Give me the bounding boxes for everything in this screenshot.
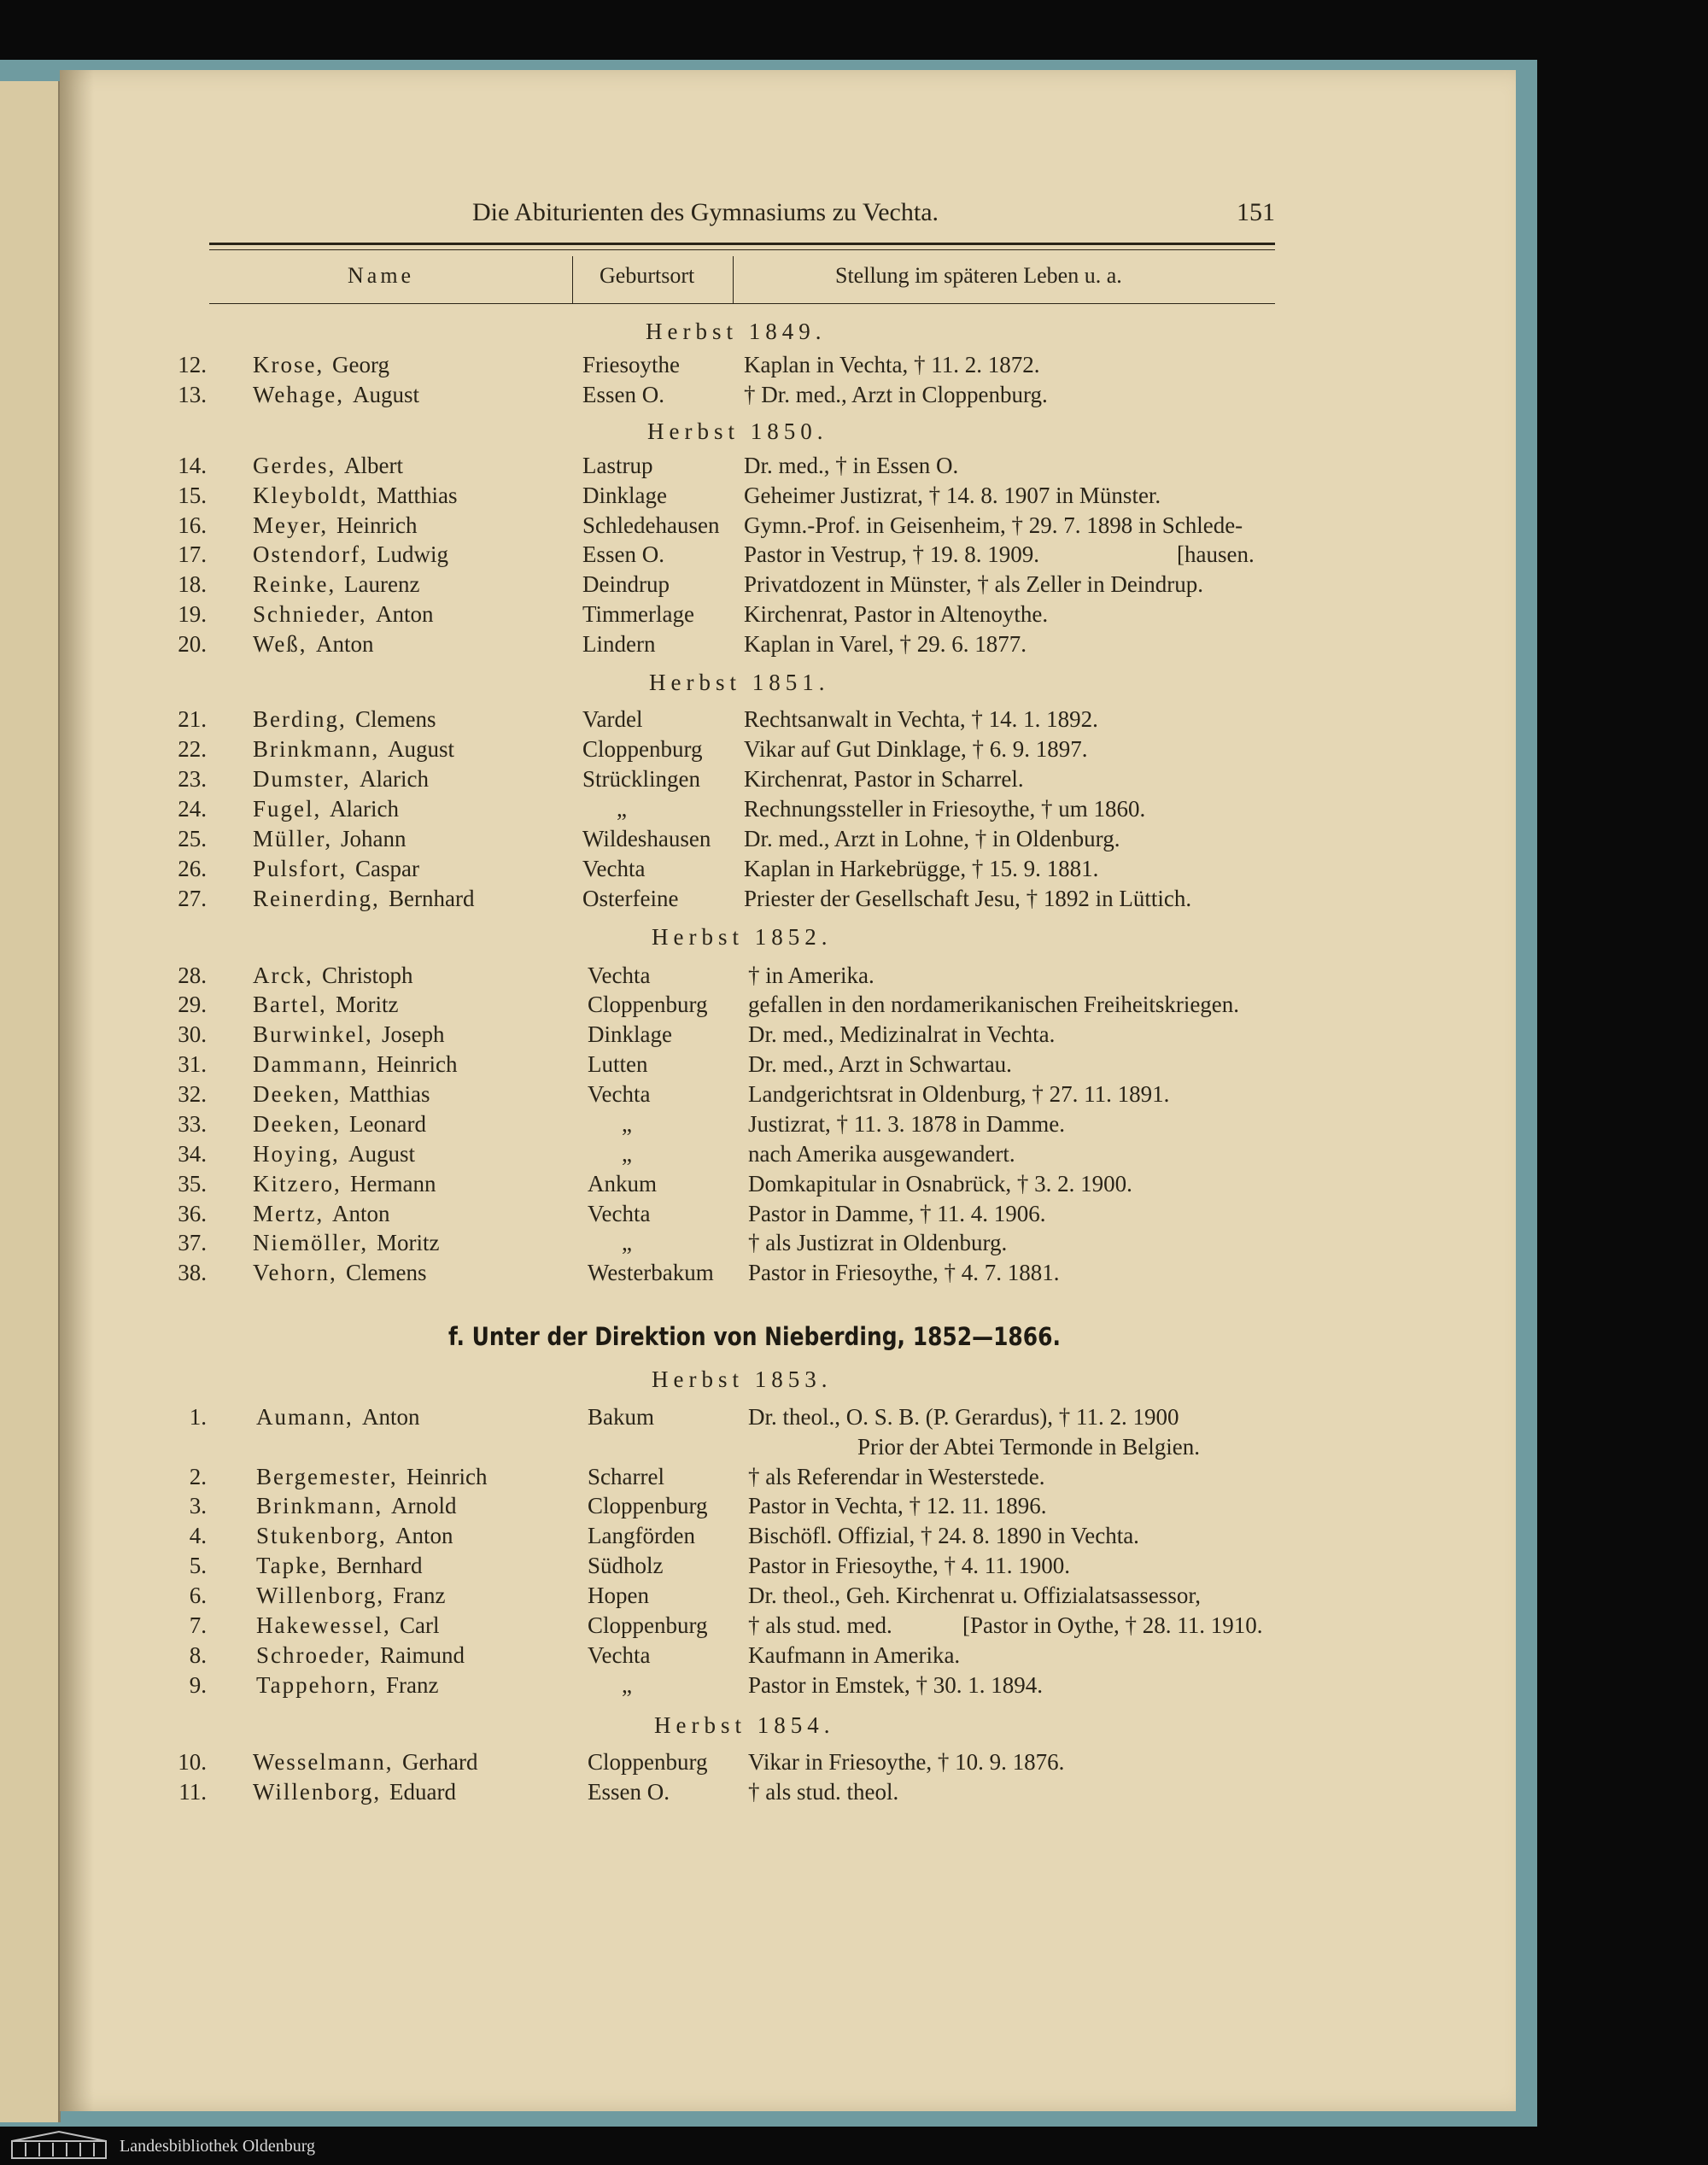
entry-number: 27.	[178, 886, 207, 911]
entry-birthplace: Timmerlage	[582, 601, 694, 627]
register-entry	[0, 706, 1537, 735]
entry-birthplace: Westerbakum	[588, 1260, 714, 1285]
entry-surname: Vehorn,	[253, 1260, 337, 1285]
entry-given-name: Franz	[393, 1583, 446, 1608]
entry-birthplace: Friesoythe	[582, 352, 680, 377]
entry-surname: Deeken,	[253, 1081, 342, 1107]
entry-given-name: Carl	[400, 1612, 440, 1638]
entry-given-name: Anton	[316, 631, 374, 657]
entry-surname: Brinkmann,	[253, 736, 380, 762]
column-divider-1	[572, 256, 573, 303]
entry-birthplace: Essen O.	[588, 1779, 670, 1805]
entry-given-name: August	[388, 736, 455, 762]
entry-number: 2.	[189, 1464, 207, 1489]
register-entry	[0, 736, 1537, 765]
season-heading: Herbst 1852.	[652, 924, 833, 950]
season-heading: Herbst 1851.	[649, 670, 830, 695]
entry-birthplace: „	[622, 1141, 632, 1167]
column-divider-2	[733, 256, 734, 303]
entry-number: 17.	[178, 541, 207, 567]
entry-given-name: Anton	[395, 1523, 453, 1548]
entry-given-name: August	[348, 1141, 416, 1167]
register-entry	[0, 796, 1537, 825]
entry-given-name: Gerhard	[402, 1749, 478, 1775]
entry-given-name: Christoph	[322, 963, 413, 988]
entry-birthplace: Osterfeine	[582, 886, 679, 911]
register-entry	[0, 601, 1537, 630]
entry-birthplace: Cloppenburg	[588, 992, 708, 1017]
entry-number: 28.	[178, 963, 207, 988]
entry-birthplace: Hopen	[588, 1583, 649, 1608]
entry-position: † als Justizrat in Oldenburg.	[748, 1230, 1008, 1255]
entry-given-name: Matthias	[349, 1081, 430, 1107]
entry-birthplace: Wildeshausen	[582, 826, 711, 851]
entry-surname: Arck,	[253, 963, 313, 988]
entry-given-name: Alarich	[330, 796, 399, 822]
library-name: Landesbibliothek Oldenburg	[120, 2137, 316, 2156]
column-header-name: Name	[348, 263, 415, 288]
entry-given-name: Alarich	[360, 766, 429, 792]
entry-number: 25.	[178, 826, 207, 851]
entry-birthplace: Vechta	[588, 1081, 651, 1107]
entry-number: 6.	[189, 1583, 207, 1608]
entry-surname: Pulsfort,	[253, 856, 348, 881]
entry-birthplace: Essen O.	[582, 382, 664, 407]
register-entry	[0, 1051, 1537, 1080]
entry-surname: Willenborg,	[253, 1779, 382, 1805]
entry-number: 3.	[189, 1493, 207, 1518]
season-heading: Herbst 1853.	[652, 1366, 833, 1392]
entry-surname: Willenborg,	[256, 1583, 385, 1608]
entry-birthplace: Cloppenburg	[588, 1612, 708, 1638]
register-entry	[0, 1230, 1537, 1259]
entry-position: † als stud. theol.	[748, 1779, 899, 1805]
register-entry	[0, 1749, 1537, 1778]
entry-birthplace: Dinklage	[582, 483, 667, 508]
entry-birthplace: Deindrup	[582, 571, 670, 597]
column-header-position: Stellung im späteren Leben u. a.	[835, 263, 1122, 288]
register-entry	[0, 483, 1537, 512]
entry-given-name: Heinrich	[377, 1051, 458, 1077]
register-entry	[0, 631, 1537, 660]
library-building-icon	[9, 2129, 109, 2162]
register-entry	[0, 1583, 1537, 1612]
entry-surname: Dammann,	[253, 1051, 369, 1077]
entry-birthplace: „	[622, 1111, 632, 1137]
entry-position: Kaplan in Harkebrügge, † 15. 9. 1881.	[744, 856, 1099, 881]
entry-birthplace: Dinklage	[588, 1021, 672, 1047]
entry-given-name: Eduard	[389, 1779, 456, 1805]
register-entry	[0, 1260, 1537, 1289]
entry-surname: Bergemester,	[256, 1464, 398, 1489]
entry-number: 16.	[178, 512, 207, 538]
entry-position: nach Amerika ausgewandert.	[748, 1141, 1015, 1167]
entry-number: 20.	[178, 631, 207, 657]
register-entry	[0, 571, 1537, 600]
entry-birthplace: Bakum	[588, 1404, 654, 1430]
entry-position-continuation: Prior der Abtei Termonde in Belgien.	[857, 1434, 1201, 1460]
entry-number: 19.	[178, 601, 207, 627]
entry-surname: Ostendorf,	[253, 541, 368, 567]
entry-surname: Schnieder,	[253, 601, 367, 627]
entry-birthplace: Lutten	[588, 1051, 648, 1077]
entry-given-name: Hermann	[350, 1171, 436, 1197]
entry-birthplace: Ankum	[588, 1171, 657, 1197]
entry-given-name: Anton	[362, 1404, 420, 1430]
entry-number: 37.	[178, 1230, 207, 1255]
entry-given-name: Leonard	[349, 1111, 426, 1137]
entry-birthplace: „	[622, 1230, 632, 1255]
entry-given-name: Anton	[332, 1201, 390, 1226]
entry-surname: Bartel,	[253, 992, 327, 1017]
entry-given-name: Laurenz	[344, 571, 420, 597]
entry-surname: Burwinkel,	[253, 1021, 373, 1047]
entry-position: Dr. theol., O. S. B. (P. Gerardus), † 11. 2. 1900	[748, 1404, 1179, 1430]
header-double-rule-bottom	[209, 249, 1275, 250]
register-entry	[0, 352, 1537, 381]
entry-number: 4.	[189, 1523, 207, 1548]
entry-position: Gymn.-Prof. in Geisenheim, † 29. 7. 1898 in Schlede-	[744, 512, 1243, 538]
register-entry	[0, 1464, 1537, 1493]
entry-birthplace: Vechta	[588, 1642, 651, 1668]
entry-birthplace: Cloppenburg	[582, 736, 703, 762]
entry-birthplace: Vechta	[582, 856, 646, 881]
entry-number: 8.	[189, 1642, 207, 1668]
entry-birthplace: „	[617, 796, 627, 822]
entry-position-continuation: [Pastor in Oythe, † 28. 11. 1910.	[962, 1612, 1263, 1638]
entry-position: Pastor in Friesoythe, † 4. 11. 1900.	[748, 1553, 1070, 1578]
entry-given-name: Moritz	[336, 992, 399, 1017]
entry-surname: Hoying,	[253, 1141, 340, 1167]
entry-surname: Wehage,	[253, 382, 345, 407]
entry-number: 14.	[178, 453, 207, 478]
entry-birthplace: Essen O.	[582, 541, 664, 567]
entry-birthplace: „	[622, 1672, 632, 1698]
entry-number: 21.	[178, 706, 207, 732]
entry-given-name: Clemens	[346, 1260, 427, 1285]
entry-position: Kirchenrat, Pastor in Scharrel.	[744, 766, 1024, 792]
entry-given-name: Caspar	[355, 856, 419, 881]
entry-birthplace: Scharrel	[588, 1464, 664, 1489]
register-entry	[0, 1111, 1537, 1140]
entry-position: Dr. med., Arzt in Schwartau.	[748, 1051, 1012, 1077]
entry-position: Landgerichtsrat in Oldenburg, † 27. 11. 1891.	[748, 1081, 1170, 1107]
entry-position: Kaplan in Vechta, † 11. 2. 1872.	[744, 352, 1040, 377]
entry-birthplace: Strücklingen	[582, 766, 700, 792]
entry-birthplace: Lindern	[582, 631, 656, 657]
register-entry	[0, 512, 1537, 541]
entry-given-name: Heinrich	[336, 512, 418, 538]
entry-number: 29.	[178, 992, 207, 1017]
register-entry	[0, 1081, 1537, 1110]
entry-birthplace: Vechta	[588, 1201, 651, 1226]
entry-number: 36.	[178, 1201, 207, 1226]
entry-number: 1.	[189, 1404, 207, 1430]
header-double-rule-top	[209, 243, 1275, 245]
entry-birthplace: Vardel	[582, 706, 643, 732]
column-header-birthplace: Geburtsort	[600, 263, 695, 288]
section-heading: f. Unter der Direktion von Nieberding, 1852—1866.	[448, 1322, 1061, 1351]
entry-number: 18.	[178, 571, 207, 597]
entry-number: 12.	[178, 352, 207, 377]
entry-surname: Kleyboldt,	[253, 483, 368, 508]
register-entry	[0, 1141, 1537, 1170]
entry-surname: Weß,	[253, 631, 307, 657]
entry-position: Pastor in Damme, † 11. 4. 1906.	[748, 1201, 1046, 1226]
entry-given-name: Matthias	[377, 483, 458, 508]
register-entry	[0, 992, 1537, 1021]
register-entry	[0, 963, 1537, 992]
entry-surname: Meyer,	[253, 512, 329, 538]
entry-given-name: Bernhard	[389, 886, 475, 911]
page-number: 151	[1237, 198, 1275, 226]
entry-given-name: Georg	[332, 352, 389, 377]
entry-position: Geheimer Justizrat, † 14. 8. 1907 in Münster.	[744, 483, 1161, 508]
season-heading: Herbst 1849.	[646, 319, 827, 344]
register-entry	[0, 856, 1537, 885]
entry-surname: Stukenborg,	[256, 1523, 387, 1548]
entry-position: Domkapitular in Osnabrück, † 3. 2. 1900.	[748, 1171, 1132, 1197]
entry-position: Vikar in Friesoythe, † 10. 9. 1876.	[748, 1749, 1065, 1775]
entry-surname: Mertz,	[253, 1201, 325, 1226]
entry-surname: Tappehorn,	[256, 1672, 377, 1698]
register-entry	[0, 886, 1537, 915]
column-header-rule	[209, 303, 1275, 304]
entry-given-name: August	[353, 382, 420, 407]
register-entry	[0, 1612, 1537, 1641]
entry-position: Kaufmann in Amerika.	[748, 1642, 961, 1668]
entry-number: 9.	[189, 1672, 207, 1698]
entry-number: 38.	[178, 1260, 207, 1285]
entry-position: Privatdozent in Münster, † als Zeller in Deindrup.	[744, 571, 1204, 597]
register-entry	[0, 1493, 1537, 1522]
entry-position: † Dr. med., Arzt in Cloppenburg.	[744, 382, 1048, 407]
entry-surname: Fugel,	[253, 796, 322, 822]
entry-position-continuation: [hausen.	[1177, 541, 1255, 567]
register-entry	[0, 1553, 1537, 1582]
entry-position: Justizrat, † 11. 3. 1878 in Damme.	[748, 1111, 1065, 1137]
register-entry	[0, 766, 1537, 795]
register-entry	[0, 1404, 1537, 1433]
entry-number: 10.	[178, 1749, 207, 1775]
entry-position: Kaplan in Varel, † 29. 6. 1877.	[744, 631, 1027, 657]
entry-number: 33.	[178, 1111, 207, 1137]
entry-birthplace: Vechta	[588, 963, 651, 988]
entry-surname: Wesselmann,	[253, 1749, 394, 1775]
register-entry	[0, 453, 1537, 482]
entry-surname: Gerdes,	[253, 453, 336, 478]
entry-position: † als stud. med.	[748, 1612, 892, 1638]
entry-birthplace: Südholz	[588, 1553, 664, 1578]
register-entry	[0, 1021, 1537, 1050]
running-title: Die Abiturienten des Gymnasiums zu Vechta.	[472, 198, 939, 226]
entry-number: 23.	[178, 766, 207, 792]
entry-surname: Kitzero,	[253, 1171, 342, 1197]
entry-given-name: Raimund	[380, 1642, 465, 1668]
entry-given-name: Arnold	[391, 1493, 457, 1518]
entry-surname: Deeken,	[253, 1111, 342, 1137]
season-heading: Herbst 1854.	[654, 1712, 835, 1738]
entry-position: Dr. med., Medizinalrat in Vechta.	[748, 1021, 1056, 1047]
entry-given-name: Franz	[386, 1672, 439, 1698]
entry-surname: Berding,	[253, 706, 347, 732]
entry-given-name: Ludwig	[377, 541, 448, 567]
entry-position: Pastor in Vestrup, † 19. 8. 1909.	[744, 541, 1040, 567]
register-entry	[0, 1779, 1537, 1808]
entry-position: Kirchenrat, Pastor in Altenoythe.	[744, 601, 1049, 627]
entry-position: Bischöfl. Offizial, † 24. 8. 1890 in Vechta.	[748, 1523, 1139, 1548]
entry-position: gefallen in den nordamerikanischen Freiheitskriegen.	[748, 992, 1240, 1017]
entry-number: 15.	[178, 483, 207, 508]
entry-birthplace: Cloppenburg	[588, 1493, 708, 1518]
entry-surname: Aumann,	[256, 1404, 354, 1430]
register-entry	[0, 1171, 1537, 1200]
entry-position: Dr. med., Arzt in Lohne, † in Oldenburg.	[744, 826, 1120, 851]
entry-surname: Reinke,	[253, 571, 336, 597]
entry-surname: Hakewessel,	[256, 1612, 391, 1638]
entry-surname: Dumster,	[253, 766, 351, 792]
entry-number: 13.	[178, 382, 207, 407]
entry-number: 31.	[178, 1051, 207, 1077]
entry-given-name: Albert	[344, 453, 403, 478]
entry-position: Dr. med., † in Essen O.	[744, 453, 959, 478]
entry-given-name: Bernhard	[336, 1553, 423, 1578]
entry-position: Pastor in Friesoythe, † 4. 7. 1881.	[748, 1260, 1060, 1285]
entry-birthplace: Schledehausen	[582, 512, 720, 538]
entry-position: Rechnungssteller in Friesoythe, † um 1860.	[744, 796, 1146, 822]
entry-birthplace: Cloppenburg	[588, 1749, 708, 1775]
entry-given-name: Clemens	[355, 706, 436, 732]
entry-position: Pastor in Vechta, † 12. 11. 1896.	[748, 1493, 1047, 1518]
register-entry	[0, 826, 1537, 855]
entry-given-name: Anton	[376, 601, 434, 627]
register-entry	[0, 1672, 1537, 1701]
entry-number: 7.	[189, 1612, 207, 1638]
entry-birthplace: Lastrup	[582, 453, 653, 478]
entry-surname: Müller,	[253, 826, 333, 851]
entry-surname: Schroeder,	[256, 1642, 372, 1668]
entry-given-name: Joseph	[382, 1021, 445, 1047]
entry-number: 22.	[178, 736, 207, 762]
entry-given-name: Moritz	[377, 1230, 440, 1255]
entry-surname: Reinerding,	[253, 886, 380, 911]
register-entry	[0, 1201, 1537, 1230]
entry-position: Priester der Gesellschaft Jesu, † 1892 in Lüttich.	[744, 886, 1192, 911]
entry-position: Dr. theol., Geh. Kirchenrat u. Offizialatsassessor,	[748, 1583, 1202, 1608]
register-entry	[0, 541, 1537, 571]
entry-given-name: Heinrich	[407, 1464, 488, 1489]
entry-number: 24.	[178, 796, 207, 822]
entry-number: 26.	[178, 856, 207, 881]
entry-surname: Niemöller,	[253, 1230, 369, 1255]
entry-number: 34.	[178, 1141, 207, 1167]
entry-position: † in Amerika.	[748, 963, 874, 988]
season-heading: Herbst 1850.	[647, 418, 828, 444]
entry-surname: Tapke,	[256, 1553, 329, 1578]
entry-position: Pastor in Emstek, † 30. 1. 1894.	[748, 1672, 1043, 1698]
entry-surname: Krose,	[253, 352, 325, 377]
entry-number: 30.	[178, 1021, 207, 1047]
entry-surname: Brinkmann,	[256, 1493, 383, 1518]
entry-given-name: Johann	[341, 826, 407, 851]
register-entry	[0, 1523, 1537, 1552]
entry-position: Rechtsanwalt in Vechta, † 14. 1. 1892.	[744, 706, 1098, 732]
entry-number: 5.	[189, 1553, 207, 1578]
entry-position: † als Referendar in Westerstede.	[748, 1464, 1045, 1489]
register-entry	[0, 1642, 1537, 1671]
entry-number: 11.	[178, 1779, 207, 1805]
entry-number: 35.	[178, 1171, 207, 1197]
register-entry	[0, 382, 1537, 411]
entry-number: 32.	[178, 1081, 207, 1107]
entry-position: Vikar auf Gut Dinklage, † 6. 9. 1897.	[744, 736, 1088, 762]
entry-birthplace: Langförden	[588, 1523, 695, 1548]
